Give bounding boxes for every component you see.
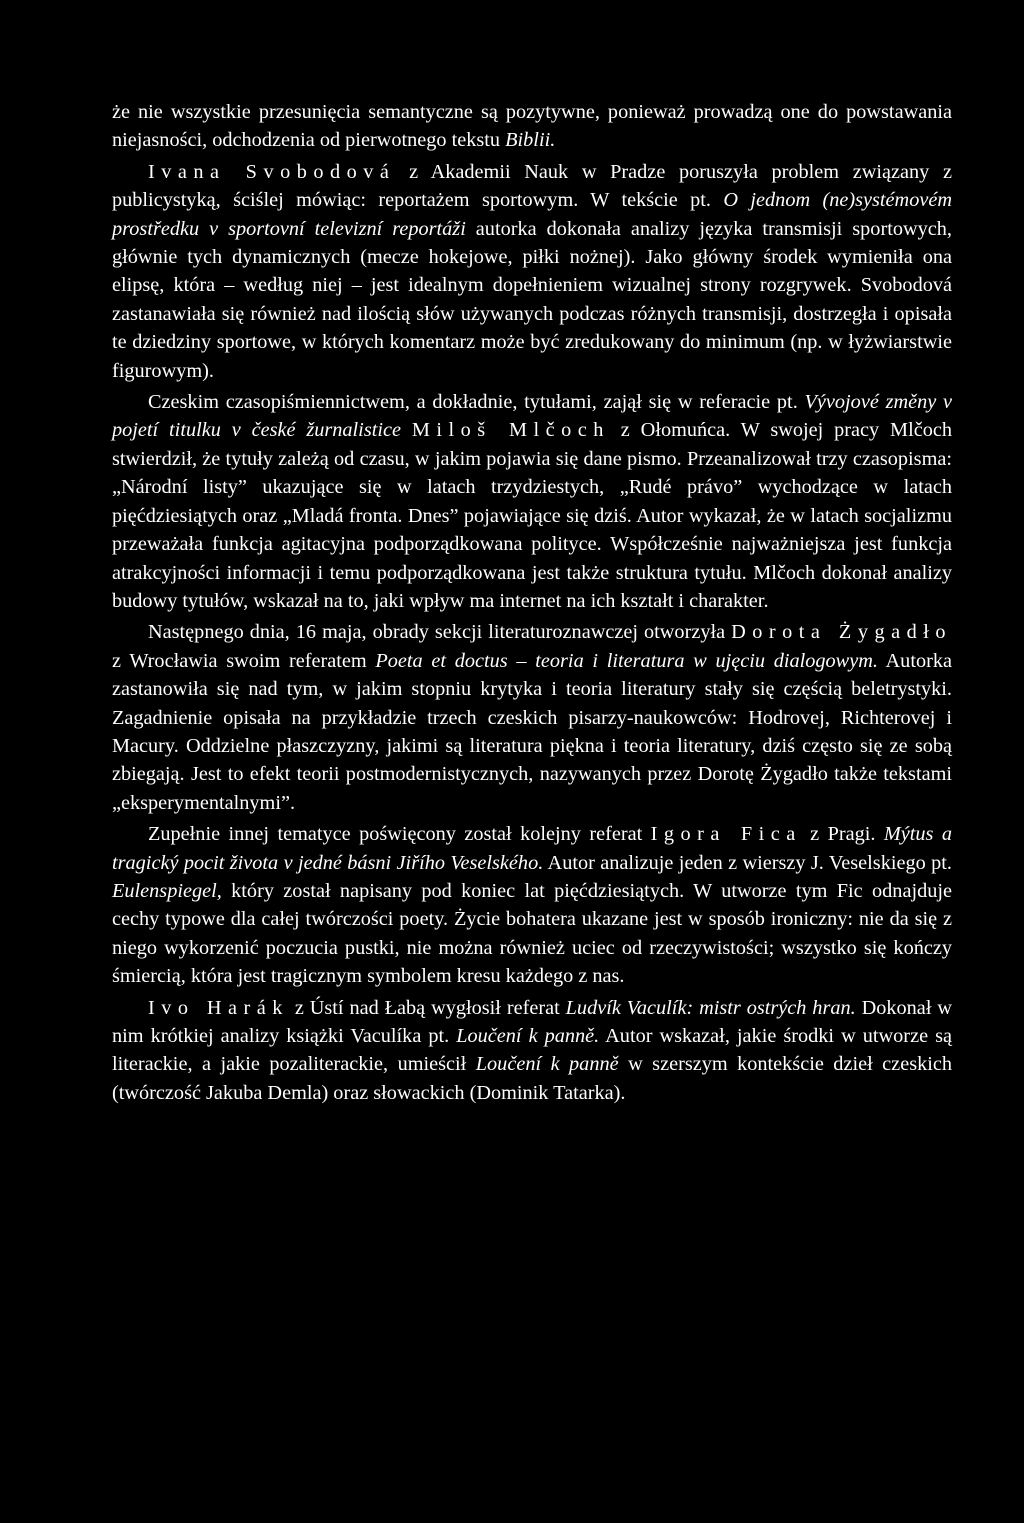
text-run: że nie wszystkie przesunięcia semantyczne są pozytywne, ponieważ prowadzą one do powstawania niejasności, odchodzenia od pierwotnego tekstu <box>112 101 952 152</box>
italic-run: Vývojové změny v pojetí titulku v české žurnalistice <box>112 391 953 442</box>
text-run: Autorka zastanowiła się nad tym, w jakim stopniu krytyka i teoria literatury stały się częścią beletrystyki. Zagadnienie opisała na przykładzie trzech czeskich pisarzy-naukowców: Hodrovej, Richterovej i Macury. Oddzielne płaszczyzny, jakimi są literatura piękna i teoria literatury, dziś często się ze sobą zbiegają. Jest to efekt teorii postmodernistycznych, nazywanych przez Dorotę Żygadło także tekstami „eksperymentalnymi”. <box>112 649 952 814</box>
text-run: z Ołomuńca. W swojej pracy Mlčoch stwierdził, że tytuły zależą od czasu, w jakim pojawia się dane pismo. Przeanalizował trzy czasopisma: „Národní listy” ukazujące się w latach trzydziestych, „Rudé právo” wychodzące w latach pięćdziesiątych oraz „Mladá fronta. Dnes” pojawiające się dziś. Autor wykazał, że w latach socjalizmu przeważała funkcja agitacyjna podporządkowana polityce. Współcześnie najważniejsza jest funkcja atrakcyjności informacji i temu podporządkowana jest także struktura tytułu. Mlčoch dokonał analizy budowy tytułów, wskazał na to, jaki wpływ ma internet na ich kształt i charakter. <box>112 419 952 612</box>
paragraph-6 <box>112 994 952 1108</box>
italic-run: Eulenspiegel, <box>112 879 222 902</box>
author-name: Ivo Harák <box>148 996 289 1019</box>
text-run <box>401 419 412 441</box>
text-run: Zupełnie innej tematyce poświęcony został kolejny referat <box>148 823 651 846</box>
italic-run: Ludvík Vaculík: mistr ostrých hran. <box>565 996 856 1019</box>
text-run: autorka dokonała analizy języka transmisji sportowych, głównie tych dynamicznych (mecze hokejowe, piłki nożnej). Jako główny środek wymieniła ona elipsę, która – według niej – jest idealnym dopełnieniem wizualnej strony rozgrywek. Svobodová zastanawiała się również nad ilością słów używanych podczas różnych transmisji, dostrzegła i opisała te dziedziny sportowe, w których komentarz może być zredukowany do minimum (np. w łyżwiarstwie figurowym). <box>112 217 952 382</box>
text-run: Czeskim czasopiśmiennictwem, a dokładnie, tytułami, zajął się w referacie pt. <box>148 391 805 414</box>
author-name: Miloš Mlčoch <box>411 419 610 442</box>
italic-run: Loučení k panně. <box>456 1025 600 1047</box>
author-name: Dorota Żygadło <box>731 621 952 644</box>
text-run: Autor analizuje jeden z wierszy J. Veselskiego pt. <box>543 851 952 874</box>
italic-run: Biblii. <box>505 129 556 152</box>
text-run: Następnego dnia, 16 maja, obrady sekcji literaturoznawczej otworzyła <box>148 621 732 644</box>
paragraph-5 <box>112 820 952 990</box>
text-run: z Wrocławia swoim referatem <box>112 649 376 672</box>
italic-run: Loučení k panně <box>475 1053 619 1076</box>
text-run: Autor wskazał, jakie środki w utworze są literackie, a jakie pozaliterackie, umieścił <box>112 1025 952 1076</box>
document-page <box>112 98 952 1107</box>
text-run: w szerszym kontekście dzieł czeskich (twórczość Jakuba Demla) oraz słowackich (Dominik Tatarka). <box>112 1053 953 1104</box>
paragraph-4 <box>112 618 952 817</box>
text-run: Dokonał w nim krótkiej analizy książki Vaculíka pt. <box>112 996 952 1047</box>
author-name: Igora Fica <box>650 823 802 846</box>
author-name: Ivana Svobodová <box>148 160 396 183</box>
text-run: z Akademii Nauk w Pradze poruszyła problem związany z publicystyką, ściślej mówiąc: reportażem sportowym. W tekście pt. <box>112 160 952 212</box>
paragraph-2 <box>112 158 952 385</box>
text-run: z Pragi. <box>801 823 884 846</box>
italic-run: O jednom (ne)systémovém prostředku v sportovní televizní reportáži <box>112 189 952 240</box>
italic-run: Poeta et doctus – teoria i literatura w ujęciu dialogowym. <box>375 649 878 672</box>
paragraph-3 <box>112 388 952 615</box>
italic-run: Mýtus a tragický pocit života v jedné básni Jiřího Veselského. <box>112 823 952 874</box>
text-run: z Ústí nad Łabą wygłosił referat <box>288 996 566 1019</box>
paragraph-1 <box>112 98 952 155</box>
text-run: który został napisany pod koniec lat pięćdziesiątych. W utworze tym Fic odnajduje cechy typowe dla całej twórczości poety. Życie bohatera ukazane jest w sposób ironiczny: nie da się z niego wykorzenić poczucia pustki, nie można również uciec od rzeczywistości; wszystko się kończy śmiercią, która jest tragicznym symbolem kresu każdego z nas. <box>112 879 952 988</box>
